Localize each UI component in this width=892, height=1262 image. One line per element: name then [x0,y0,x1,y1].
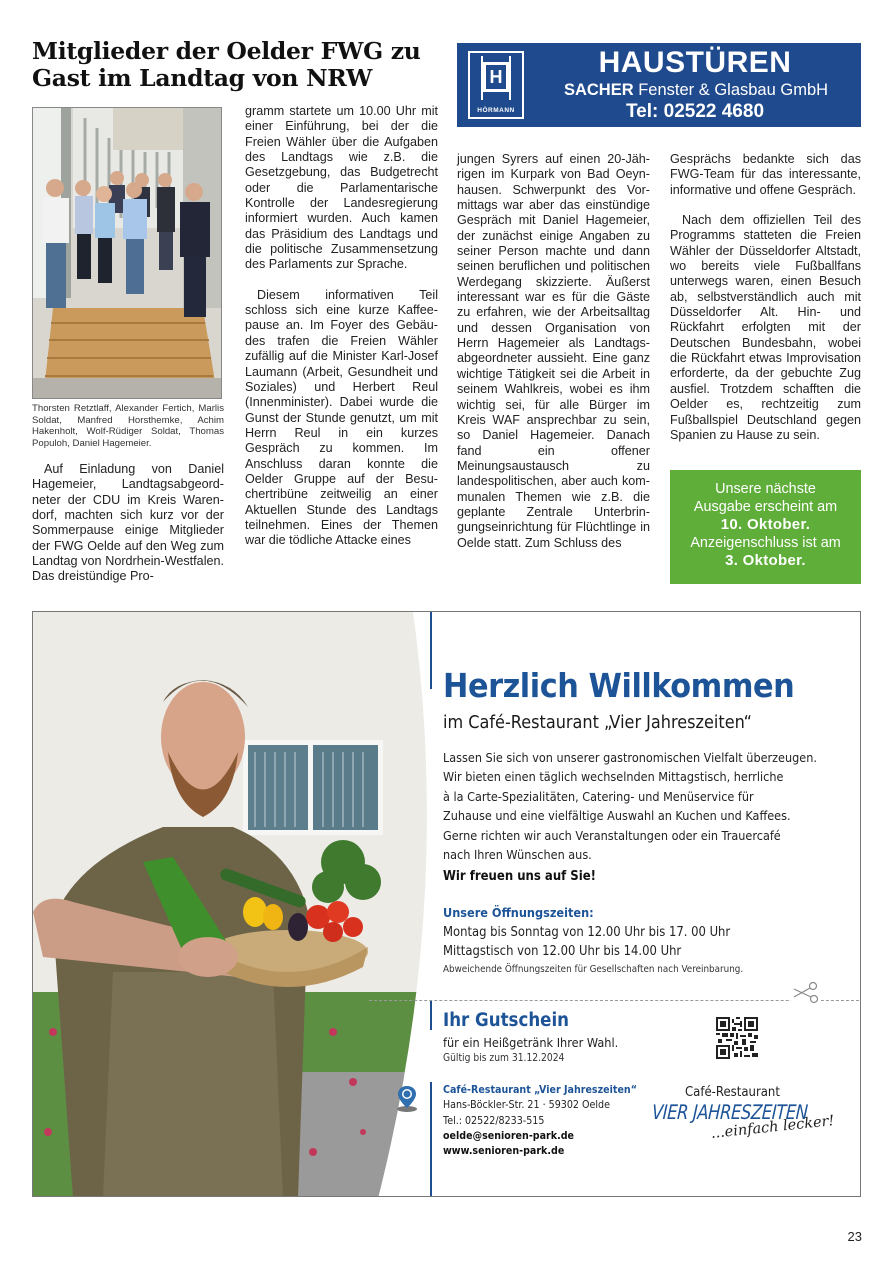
article-paragraph: gramm startete um 10.00 Uhr mit einer Einführung, bei der die Freien Wähler über die Aufgaben des Landtags wie z.B. die Gesetzgebung, das Budgetrecht oder die Parlamentarische Kontrolle der Landesregierung informiert wurden. Auch kamen das Präsidium des Landtags und die politische Zusammensetzung des Parlaments zur Sprache. [245,104,438,272]
restaurant-ad [32,611,861,1197]
restaurant-logo-name: VIER JAHRESZEITEN [651,1100,809,1124]
ad-body-text [443,749,817,865]
notice-line-3: Anzeigenschluss ist am [690,534,841,551]
h-box [483,62,509,92]
logo-brand: HÖRMANN [477,107,515,114]
article-paragraph: jungen Syrers auf einen 20-Jährigen im Kurpark von Bad Oeynhausen. Schwerpunkt des Vormittags war aber das einstündige Gespräch mit Daniel Hagemeier, der zunächst einige Angaben zu seiner Person machte und dann seinen beruflichen und politischen Werdegang skizzierte. Äußerst interessant war es für die Gäste zu erfahren, wie der Arbeitsalltag und dessen Organisation von Herrn Hagemeier als Landtagsabgeordneter aussieht. Eine ganz wichtige Tätigkeit sei die Arbeit in seinem Wahlkreis, wobei es ihm wichtig sei, für alle Bürger im Kreis WAF ansprechbar zu sein, so Daniel Hagemeier. Danach fand ein offener Meinungsaustausch zu landespolitischen, aber auch kommunalen Themen wie z.B. die geplante Zentrale Unterbringungseinrichtung für Flüchtlinge in Oelde statt. Zum Schluss des [457,152,650,550]
restaurant-logo-caption: Café-Restaurant [685,1085,780,1100]
contact-name: Café-Restaurant „Vier Jahreszeiten“ [443,1084,637,1096]
page-number: 23 [847,1229,862,1244]
headline-line-2: Gast im Landtag von NRW [32,64,373,92]
coupon-title: Ihr Gutschein [443,1010,570,1031]
scissors-icon [791,980,821,1006]
contact-phone: Tel.: 02522/8233-515 [443,1114,545,1127]
restaurant-logo-slogan: ...einfach lecker! [710,1113,836,1142]
ad-body-line: Wir bieten einen täglich wechselnden Mittagstisch, herrliche [443,770,784,786]
company-rest: Fenster & Glasbau GmbH [633,81,829,99]
door-right-shape [509,56,519,100]
ad-welcome-title: Herzlich Willkommen [443,666,795,705]
coupon-cut-line [369,1000,859,1001]
chef-photo-illustration [33,612,433,1197]
haustueren-ad [457,43,861,127]
haus-ad-phone: Tel: 02522 4680 [625,101,765,122]
next-issue-notice [670,470,861,584]
article-paragraph: Nach dem offiziellen Teil des Programms statteten die Freien Wähler der Düsseldorfer Altstadt, wo bereits viele Fußballfans unterwegs waren, einen Besuch ab, selbstverständlich auch mit Düsseldorfer Alt. Hin- und Rückfahrt erfolgten mit der Deutschen Bundesbahn, wobei die Rückfahrt etwas Improvisation erforderte, da der gebuchte Zug ausfiel. Trotzdem schafften die Oelder es, rechtzeitig zum Fußballspiel Deutschland gegen Spanien zu Hause zu sein. [670,213,861,442]
opening-hours-title: Unsere Öffnungszeiten: [443,905,594,920]
ad-body-line: Gerne richten wir auch Veranstaltungen oder ein Trauercafé [443,828,781,844]
contact-website-link[interactable]: www.senioren-park.de [443,1145,565,1158]
contact-email-link[interactable]: oelde@senioren-park.de [443,1129,574,1142]
notice-deadline-date: 3. Oktober. [725,552,806,570]
coupon-text: für ein Heißgetränk Ihrer Wahl. [443,1035,619,1050]
coupon-validity: Gültig bis zum 31.12.2024 [443,1053,565,1064]
article-column-2 [245,104,438,549]
article-paragraph: Auf Einladung von Daniel Hagemeier, Landtagsabgeordneter der CDU im Kreis Warendorf, machten sich kurz vor der Sommerpause einige Mitglieder der FWG Oelde auf den Weg zum Landtag von Nordrhein-Westfalen. Das dreistündige Pro- [32,462,224,584]
notice-line-1: Unsere nächste [715,481,816,497]
article-paragraph: Diesem informativen Teil schloss sich eine kurze Kaffeepause an. Im Foyer des Gebäudes trafen die Freien Wähler zufällig auf die Minister Karl-Josef Laumann (Arbeit, Gesundheit und Soziales) und Herbert Reul (Innenminister). Dabei wurde die Gunst der Stunde genutzt, um mit Herrn Reul in ein kurzes Gespräch zu kommen. Im Anschluss daran konnte die Oelder Gruppe auf der Besuchertribüne zeitweilig an einer Aktuellen Stunde des Landtags teilnehmen. Eines der Themen war die tödliche Attacke eines [245,287,438,548]
ad-body-line: Lassen Sie sich von unserer gastronomischen Vielfalt überzeugen. [443,751,817,766]
ad-body-line: Zuhause und eine vielfältige Auswahl an Kuchen und Kaffees. [443,809,791,825]
ad-body-line: nach Ihren Wünschen aus. [443,848,592,864]
opening-hours [443,923,730,961]
haus-ad-title: HAUSTÜREN [598,46,792,79]
opening-hours-note: Abweichende Öffnungszeiten für Gesellschaften nach Vereinbarung. [443,964,744,975]
accent-line [430,612,432,689]
accent-line [430,1082,432,1197]
article-photo [32,107,222,399]
chef-photo [33,612,433,1197]
article-column-3 [457,152,650,551]
notice-issue-date: 10. Oktober. [720,516,811,534]
company-bold: SACHER [563,81,634,99]
opening-hours-line: Mittagstisch von 12.00 Uhr bis 14.00 Uhr [443,944,682,959]
hoermann-logo [468,51,524,119]
door-left-shape [473,56,483,100]
photo-caption: Thorsten Retztlaff, Alexander Fertich, Marlis Soldat, Manfred Horsthemke, Achim Hakenholt, Wolf-Rüdiger Soldat, Thomas Populoh, Daniel Hagemeier. [32,403,224,449]
opening-hours-line: Montag bis Sonntag von 12.00 Uhr bis 17. 00 Uhr [443,925,731,940]
haus-ad-company [535,80,857,100]
article-column-4 [670,152,861,443]
article-headline [32,38,452,92]
ad-greeting: Wir freuen uns auf Sie! [443,869,597,884]
ad-subtitle: im Café-Restaurant „Vier Jahreszeiten“ [443,713,752,733]
ad-body-line: à la Carte-Spezialitäten, Catering- und Menüservice für [443,789,754,805]
location-pin-icon [395,1084,419,1114]
logo-letter: H [489,66,503,87]
group-photo-illustration [33,108,222,399]
contact-block [443,1083,637,1159]
qr-code[interactable] [716,1017,758,1059]
contact-address: Hans-Böckler-Str. 21 · 59302 Oelde [443,1099,610,1112]
headline-line-1: Mitglieder der Oelder FWG zu [32,37,421,65]
notice-line-2: Ausgabe erscheint am [693,498,838,515]
accent-line [430,1000,432,1030]
article-paragraph: Gesprächs bedankte sich das FWG-Team für das interessante, informative und offene Gespräch. [670,152,861,197]
article-column-1 [32,462,224,585]
